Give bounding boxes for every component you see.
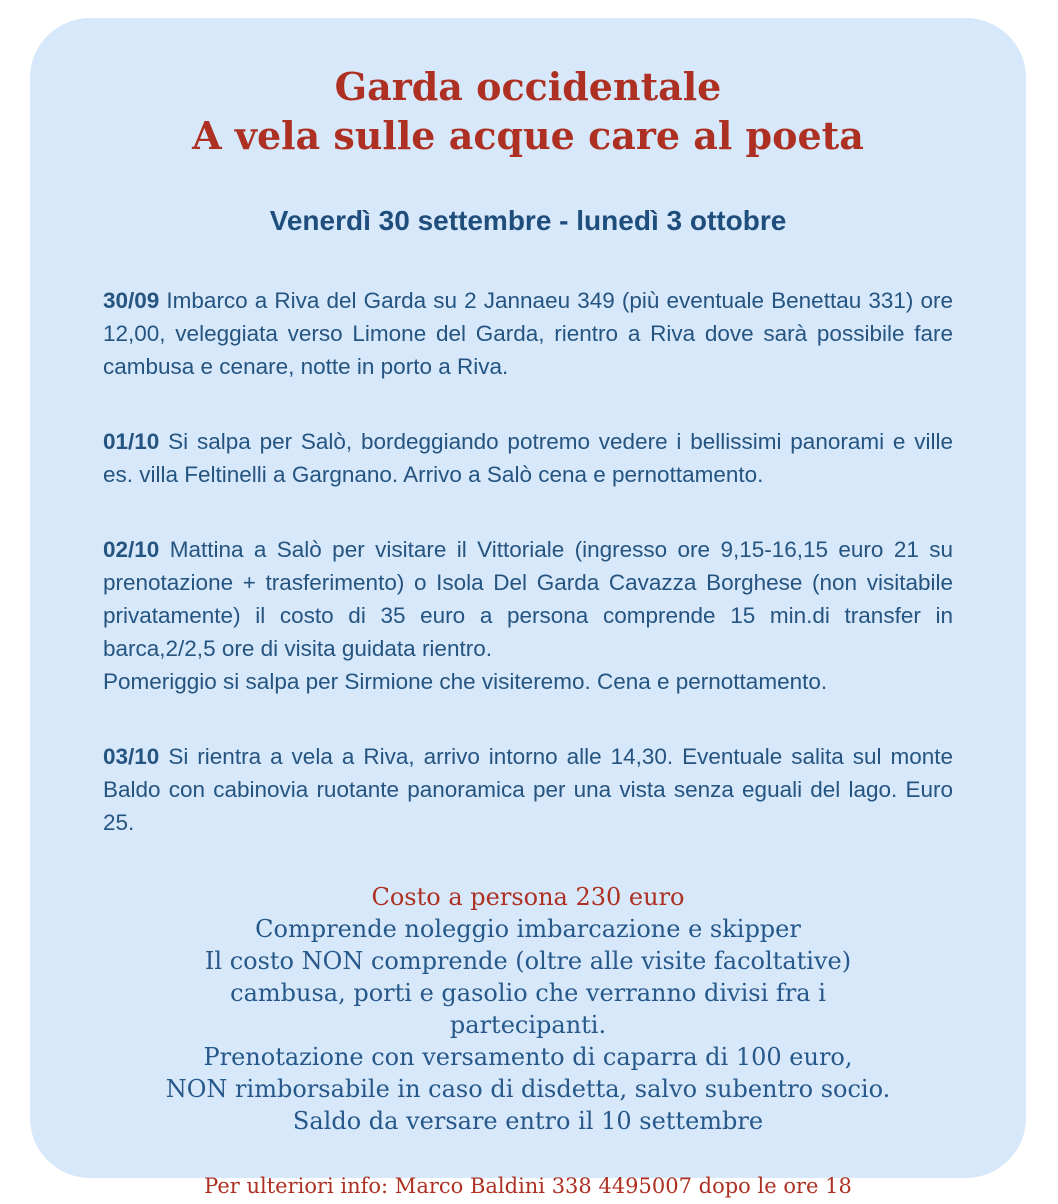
- pricing-line-excludes-1: Il costo NON comprende (oltre alle visite facoltative): [204, 947, 852, 975]
- date-label-02-10: 02/10: [103, 537, 160, 562]
- pricing-line-deposit-2: NON rimborsabile in caso di disdetta, salvo subentro socio.: [165, 1075, 891, 1103]
- page-title: [103, 62, 953, 160]
- itinerary-paragraph-01-10: [103, 425, 953, 491]
- pricing-line-deposit-1: Prenotazione con versamento di caparra di 100 euro,: [203, 1043, 853, 1071]
- itinerary-paragraph-03-10: [103, 740, 953, 839]
- pricing-line-includes: Comprende noleggio imbarcazione e skipper: [255, 915, 801, 943]
- itinerary-text-01-10: Si salpa per Salò, bordeggiando potremo vedere i bellissimi panorami e ville es. villa Feltinelli a Gargnano. Arrivo a Salò cena e pernottamento.: [103, 429, 953, 487]
- date-range-subtitle: Venerdì 30 settembre - lunedì 3 ottobre: [269, 205, 787, 236]
- contact-info: Per ulteriori info: Marco Baldini 338 4495007 dopo le ore 18: [204, 1174, 852, 1198]
- itinerary-text-02-10: Mattina a Salò per visitare il Vittoriale (ingresso ore 9,15-16,15 euro 21 su prenotazione + trasferimento) o Isola Del Garda Cavazza Borghese (non visitabile privatamente) il costo di 35 euro a persona comprende 15 min.di transfer in barca,2/2,5 ore di visita guidata rientro.: [103, 537, 953, 661]
- flyer-card: [30, 18, 1026, 1198]
- itinerary-text-30-09: Imbarco a Riva del Garda su 2 Jannaeu 349 (più eventuale Benettau 331) ore 12,00, veleggiata verso Limone del Garda, rientro a Riva dove sarà possibile fare cambusa e cenare, notte in porto a Riva.: [103, 288, 953, 379]
- title-line-1: Garda occidentale: [334, 64, 722, 109]
- itinerary-paragraph-02-10: [103, 533, 953, 698]
- itinerary-text-02-10-afternoon: Pomeriggio si salpa per Sirmione che visiteremo. Cena e pernottamento.: [103, 669, 828, 694]
- pricing-line-excludes-3: partecipanti.: [449, 1011, 607, 1039]
- date-label-30-09: 30/09: [103, 288, 160, 313]
- date-label-03-10: 03/10: [103, 744, 160, 769]
- itinerary-section: [103, 284, 953, 839]
- itinerary-paragraph-30-09: [103, 284, 953, 383]
- itinerary-text-03-10: Si rientra a vela a Riva, arrivo intorno alle 14,30. Eventuale salita sul monte Baldo con cabinovia ruotante panoramica per una vista senza eguali del lago. Euro 25.: [103, 744, 953, 835]
- pricing-headline: Costo a persona 230 euro: [371, 883, 685, 911]
- title-line-2: A vela sulle acque care al poeta: [192, 113, 864, 158]
- pricing-line-balance: Saldo da versare entro il 10 settembre: [292, 1107, 764, 1135]
- pricing-section: [103, 881, 953, 1137]
- pricing-line-excludes-2: cambusa, porti e gasolio che verranno divisi fra i: [230, 979, 826, 1007]
- date-label-01-10: 01/10: [103, 429, 160, 454]
